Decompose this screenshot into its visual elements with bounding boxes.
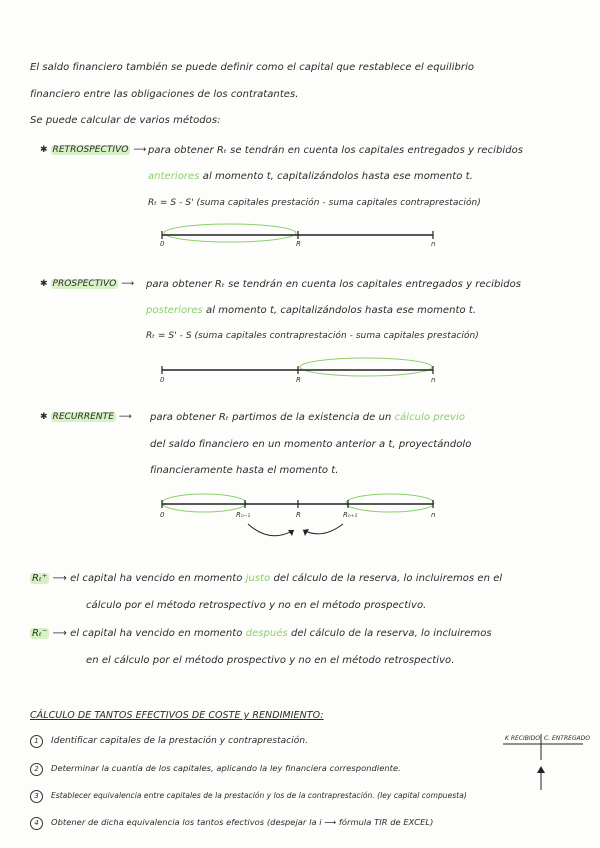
step-number: 2: [30, 763, 43, 776]
step-number: 3: [30, 790, 43, 803]
recur-tick-n: n: [431, 511, 436, 519]
retro-label: RETROSPECTIVO: [52, 145, 129, 155]
recur-tick-rn+1: Rₙ₊₁: [343, 511, 358, 519]
note-1-green: justo: [245, 573, 271, 584]
prosp-line-1: para obtener Rₜ se tendrán en cuenta los capitales entregados y recibidos: [146, 279, 522, 290]
prosp-label: PROSPECTIVO: [52, 279, 117, 289]
asterisk-icon: ✱: [40, 279, 51, 289]
side-table-right: C. ENTREGADO: [544, 735, 591, 742]
step-text: Identificar capitales de la prestación y contraprestación.: [51, 736, 309, 746]
arrow-right-icon: ⟶: [49, 628, 71, 639]
recur-timeline: [162, 494, 434, 536]
prosp-tick-0: 0: [160, 376, 165, 384]
recur-label: RECURRENTE: [52, 412, 114, 422]
note-1-tag: Rₜ⁺: [32, 573, 48, 584]
side-table-lines: [503, 734, 583, 790]
prosp-green-word: posteriores: [146, 305, 203, 316]
step-number: 1: [30, 735, 43, 748]
recur-left-ellipse: [162, 494, 246, 512]
prosp-highlight-ellipse: [300, 358, 432, 376]
recur-tick-0: 0: [160, 511, 165, 519]
prosp-tick-n: n: [431, 376, 436, 384]
recur-green-word: cálculo previo: [394, 412, 466, 423]
step-text: Determinar la cuantía de los capitales, aplicando la ley financiera correspondiente.: [51, 763, 401, 773]
note-2-line-2: en el cálculo por el método prospectivo y no en el método retrospectivo.: [86, 655, 455, 666]
note-1-text-b: del cálculo de la reserva, lo incluiremos en el: [273, 573, 503, 584]
intro-line-3: Se puede calcular de varios métodos:: [30, 115, 221, 126]
recur-arrow-right: [303, 524, 343, 534]
retro-tick-0: 0: [160, 240, 165, 248]
retro-tick-n: n: [431, 240, 436, 248]
retro-timeline: [162, 224, 433, 242]
note-2-green: después: [245, 628, 288, 639]
recur-line-3: financieramente hasta el momento t.: [150, 465, 339, 476]
recur-right-ellipse: [346, 494, 434, 512]
retro-formula: Rₜ = S - S' (suma capitales prestación - suma capitales contraprestación): [148, 198, 481, 208]
intro-line-1: El saldo financiero también se puede definir como el capital que restablece el equilibrio: [30, 62, 475, 73]
arrow-right-icon: ⟶: [49, 573, 71, 584]
intro-line-2: financiero entre las obligaciones de los contratantes.: [30, 89, 299, 100]
retro-line-1: para obtener Rₜ se tendrán en cuenta los capitales entregados y recibidos: [148, 145, 524, 156]
arrow-right-icon: ⟶: [118, 279, 135, 289]
prosp-line-2-rest: al momento t, capitalizándolos hasta ese momento t.: [206, 305, 477, 316]
note-1-text-a: el capital ha vencido en momento: [70, 573, 243, 584]
retro-line-2-rest: al momento t, capitalizándolos hasta ese momento t.: [202, 171, 473, 182]
recur-tick-rn-1: Rₙ₋₁: [236, 511, 251, 519]
section-title: CÁLCULO DE TANTOS EFECTIVOS DE COSTE y RENDIMIENTO:: [30, 710, 324, 721]
arrow-up-icon: [537, 766, 545, 773]
arrow-right-icon: ⟶: [115, 412, 132, 422]
prosp-tick-r: R: [296, 376, 301, 384]
note-2-text-a: el capital ha vencido en momento: [70, 628, 243, 639]
recur-line-2: del saldo financiero en un momento anterior a t, proyectándolo: [150, 439, 472, 450]
side-table-left: K RECIBIDO: [505, 735, 540, 742]
note-2-text-b: del cálculo de la reserva, lo incluiremos: [291, 628, 492, 639]
retro-tick-r: R: [296, 240, 301, 248]
recur-tick-r: R: [296, 511, 301, 519]
retro-highlight-ellipse: [164, 224, 296, 242]
asterisk-icon: ✱: [40, 145, 51, 155]
recur-line-1a: para obtener Rₜ partimos de la existencia de un: [150, 412, 392, 423]
note-2-tag: Rₜ⁻: [32, 628, 48, 639]
prosp-timeline: [162, 358, 433, 376]
arrow-right-icon: ⟶: [130, 145, 147, 155]
step-text: Obtener de dicha equivalencia los tantos efectivos (despejar la i ⟶ fórmula TIR de EXCEL): [51, 817, 434, 827]
retro-green-word: anteriores: [148, 171, 200, 182]
step-text: Establecer equivalencia entre capitales de la prestación y los de la contraprestación. (ley capital compuesta): [51, 791, 467, 800]
prosp-formula: Rₜ = S' - S (suma capitales contraprestación - suma capitales prestación): [146, 331, 479, 341]
step-number: 4: [30, 817, 43, 830]
asterisk-icon: ✱: [40, 412, 51, 422]
recur-arrow-left: [248, 524, 294, 536]
note-1-line-2: cálculo por el método retrospectivo y no en el método prospectivo.: [86, 600, 427, 611]
